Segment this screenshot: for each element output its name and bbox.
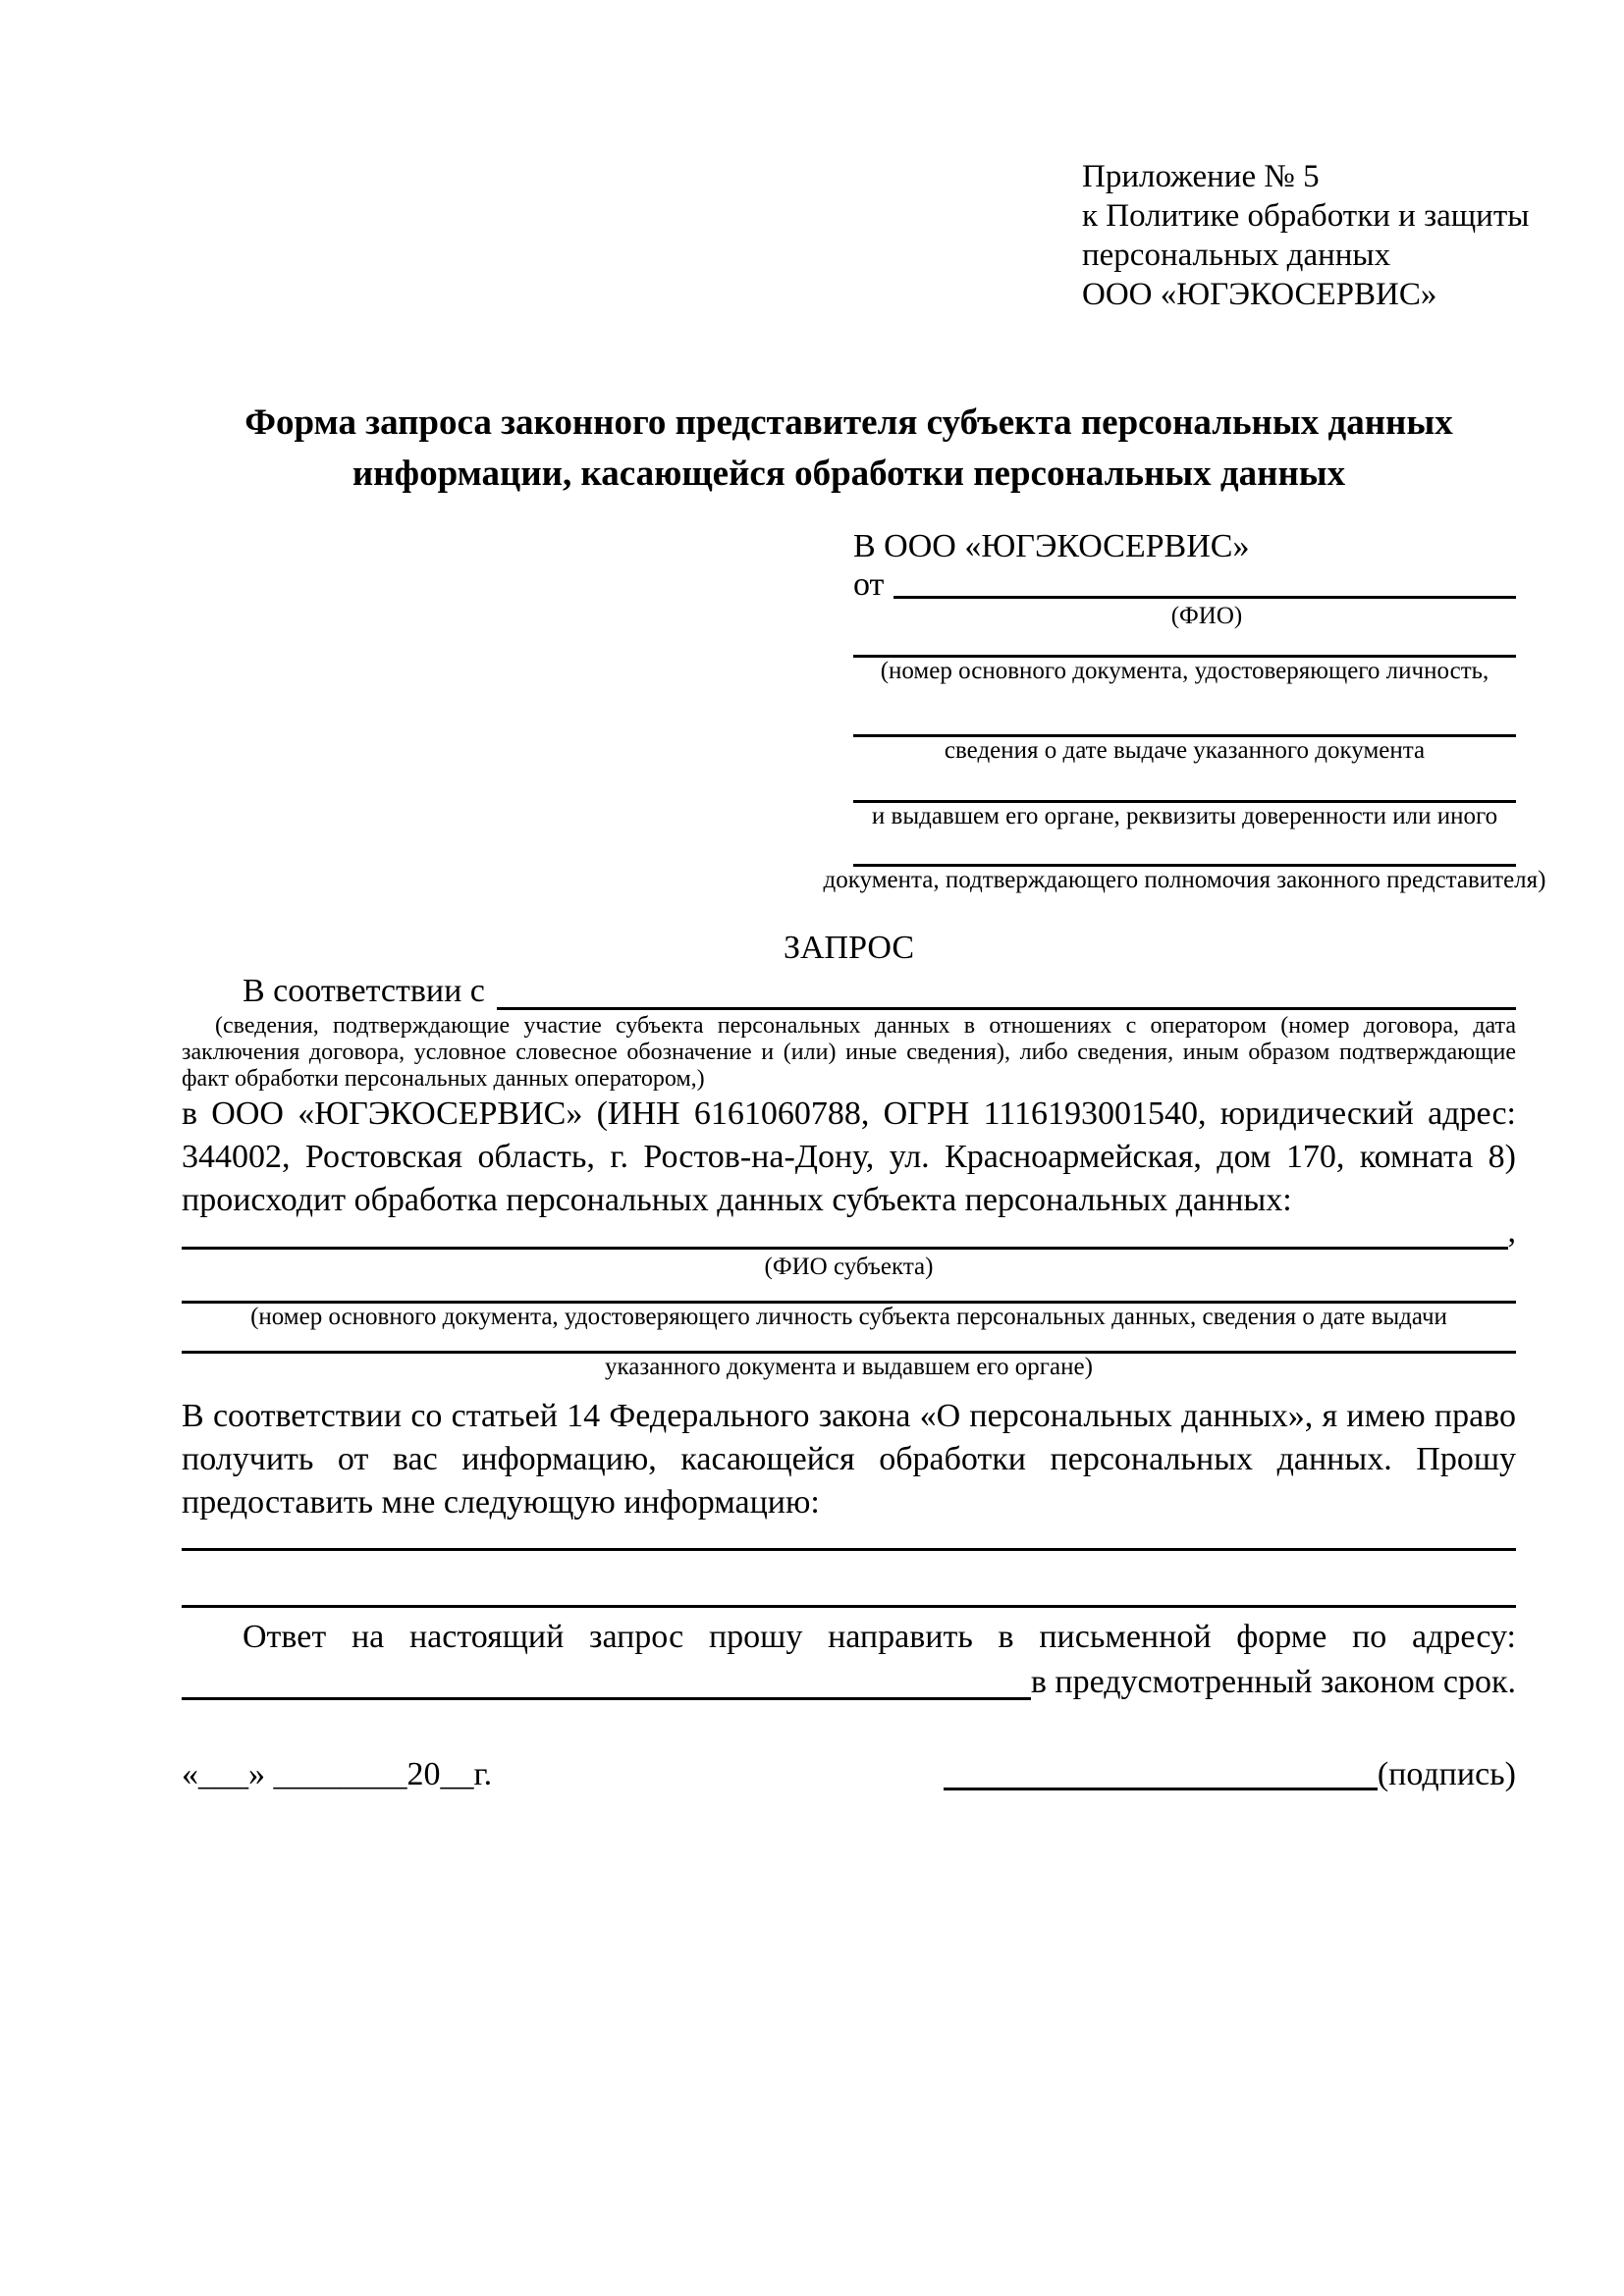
accordance-label: В соответствии с	[243, 973, 485, 1009]
page-title-line-2: информации, касающейся обработки персональных данных	[352, 454, 1346, 494]
subject-document-caption-2: указанного документа и выдавшем его органе)	[605, 1354, 1093, 1380]
signature-blank-line	[944, 1788, 1378, 1790]
accordance-blank-line	[497, 1007, 1516, 1010]
accordance-field-row	[182, 970, 1516, 1013]
representative-document-caption-4: документа, подтверждающего полномочия законного представителя)	[823, 867, 1546, 893]
addressee-organization: В ООО «ЮГЭКОСЕРВИС»	[853, 528, 1250, 564]
from-field-row	[853, 565, 1516, 603]
attachment-note-line-4: ООО «ЮГЭКОСЕРВИС»	[1082, 277, 1437, 312]
attachment-note	[1082, 157, 1529, 314]
page-title	[182, 398, 1516, 500]
subject-fio-caption: (ФИО субъекта)	[764, 1254, 934, 1280]
representative-document-caption-3: и выдавшем его органе, реквизиты доверенности или иного	[871, 803, 1498, 829]
attachment-note-line-2: к Политике обработки и защиты	[1082, 198, 1530, 234]
answer-paragraph-tail: в предусмотренный законом срок.	[1030, 1664, 1516, 1700]
answer-address-field-row	[182, 1659, 1516, 1704]
request-heading: ЗАПРОС	[783, 930, 915, 966]
date-signature-row	[182, 1753, 1516, 1796]
request-body	[182, 927, 1516, 1704]
representative-document-caption-2: сведения о дате выдаче указанного документа	[944, 737, 1426, 764]
accordance-caption-note: (сведения, подтверждающие участие субъекта персональных данных в отношениях с оператором (номер договора, дата заключения договора, условное словесное обозначение и (или) иные сведения), либо сведения, иным образом подтверждающие факт обработки персональных данных оператором,)	[182, 1013, 1516, 1092]
signature-caption: (подпись)	[1377, 1756, 1516, 1792]
subject-fio-field-row	[182, 1213, 1516, 1254]
operator-paragraph: в ООО «ЮГЭКОСЕРВИС» (ИНН 6161060788, ОГРН 1116193001540, юридический адрес: 344002, Ростовская область, г. Ростов-на-Дону, ул. Красноармейская, дом 170, комната 8) происходит обработка персональных данных субъекта персональных данных:	[182, 1095, 1516, 1218]
requested-information-blank-line-2	[182, 1605, 1516, 1608]
answer-address-blank-line	[182, 1697, 1031, 1700]
representative-fio-blank-line	[893, 596, 1516, 599]
rights-paragraph: В соответствии со статьей 14 Федерального закона «О персональных данных», я имею право получить от вас информацию, касающейся обработки персональных данных. Прошу предоставить мне следующую информацию:	[182, 1398, 1516, 1521]
date-field: «___» ________20__г.	[182, 1756, 493, 1792]
subject-fio-trailing-comma: ,	[1507, 1213, 1516, 1250]
from-label: от	[853, 566, 885, 603]
answer-paragraph: Ответ на настоящий запрос прошу направить в письменной форме по адресу:	[243, 1619, 1516, 1655]
signature-field	[944, 1753, 1516, 1796]
subject-document-caption-1: (номер основного документа, удостоверяющего личность субъекта персональных данных, сведения о дате выдачи	[250, 1304, 1447, 1330]
attachment-note-line-3: персональных данных	[1082, 238, 1391, 273]
fio-caption: (ФИО)	[1170, 603, 1243, 629]
addressee-block	[823, 528, 1546, 894]
requested-information-blank-line-1	[182, 1548, 1516, 1551]
representative-document-caption-1: (номер основного документа, удостоверяющего личность,	[880, 658, 1489, 684]
subject-fio-blank-line	[182, 1247, 1508, 1250]
page-title-line-1: Форма запроса законного представителя субъекта персональных данных	[244, 402, 1453, 443]
attachment-note-line-1: Приложение № 5	[1082, 159, 1320, 194]
